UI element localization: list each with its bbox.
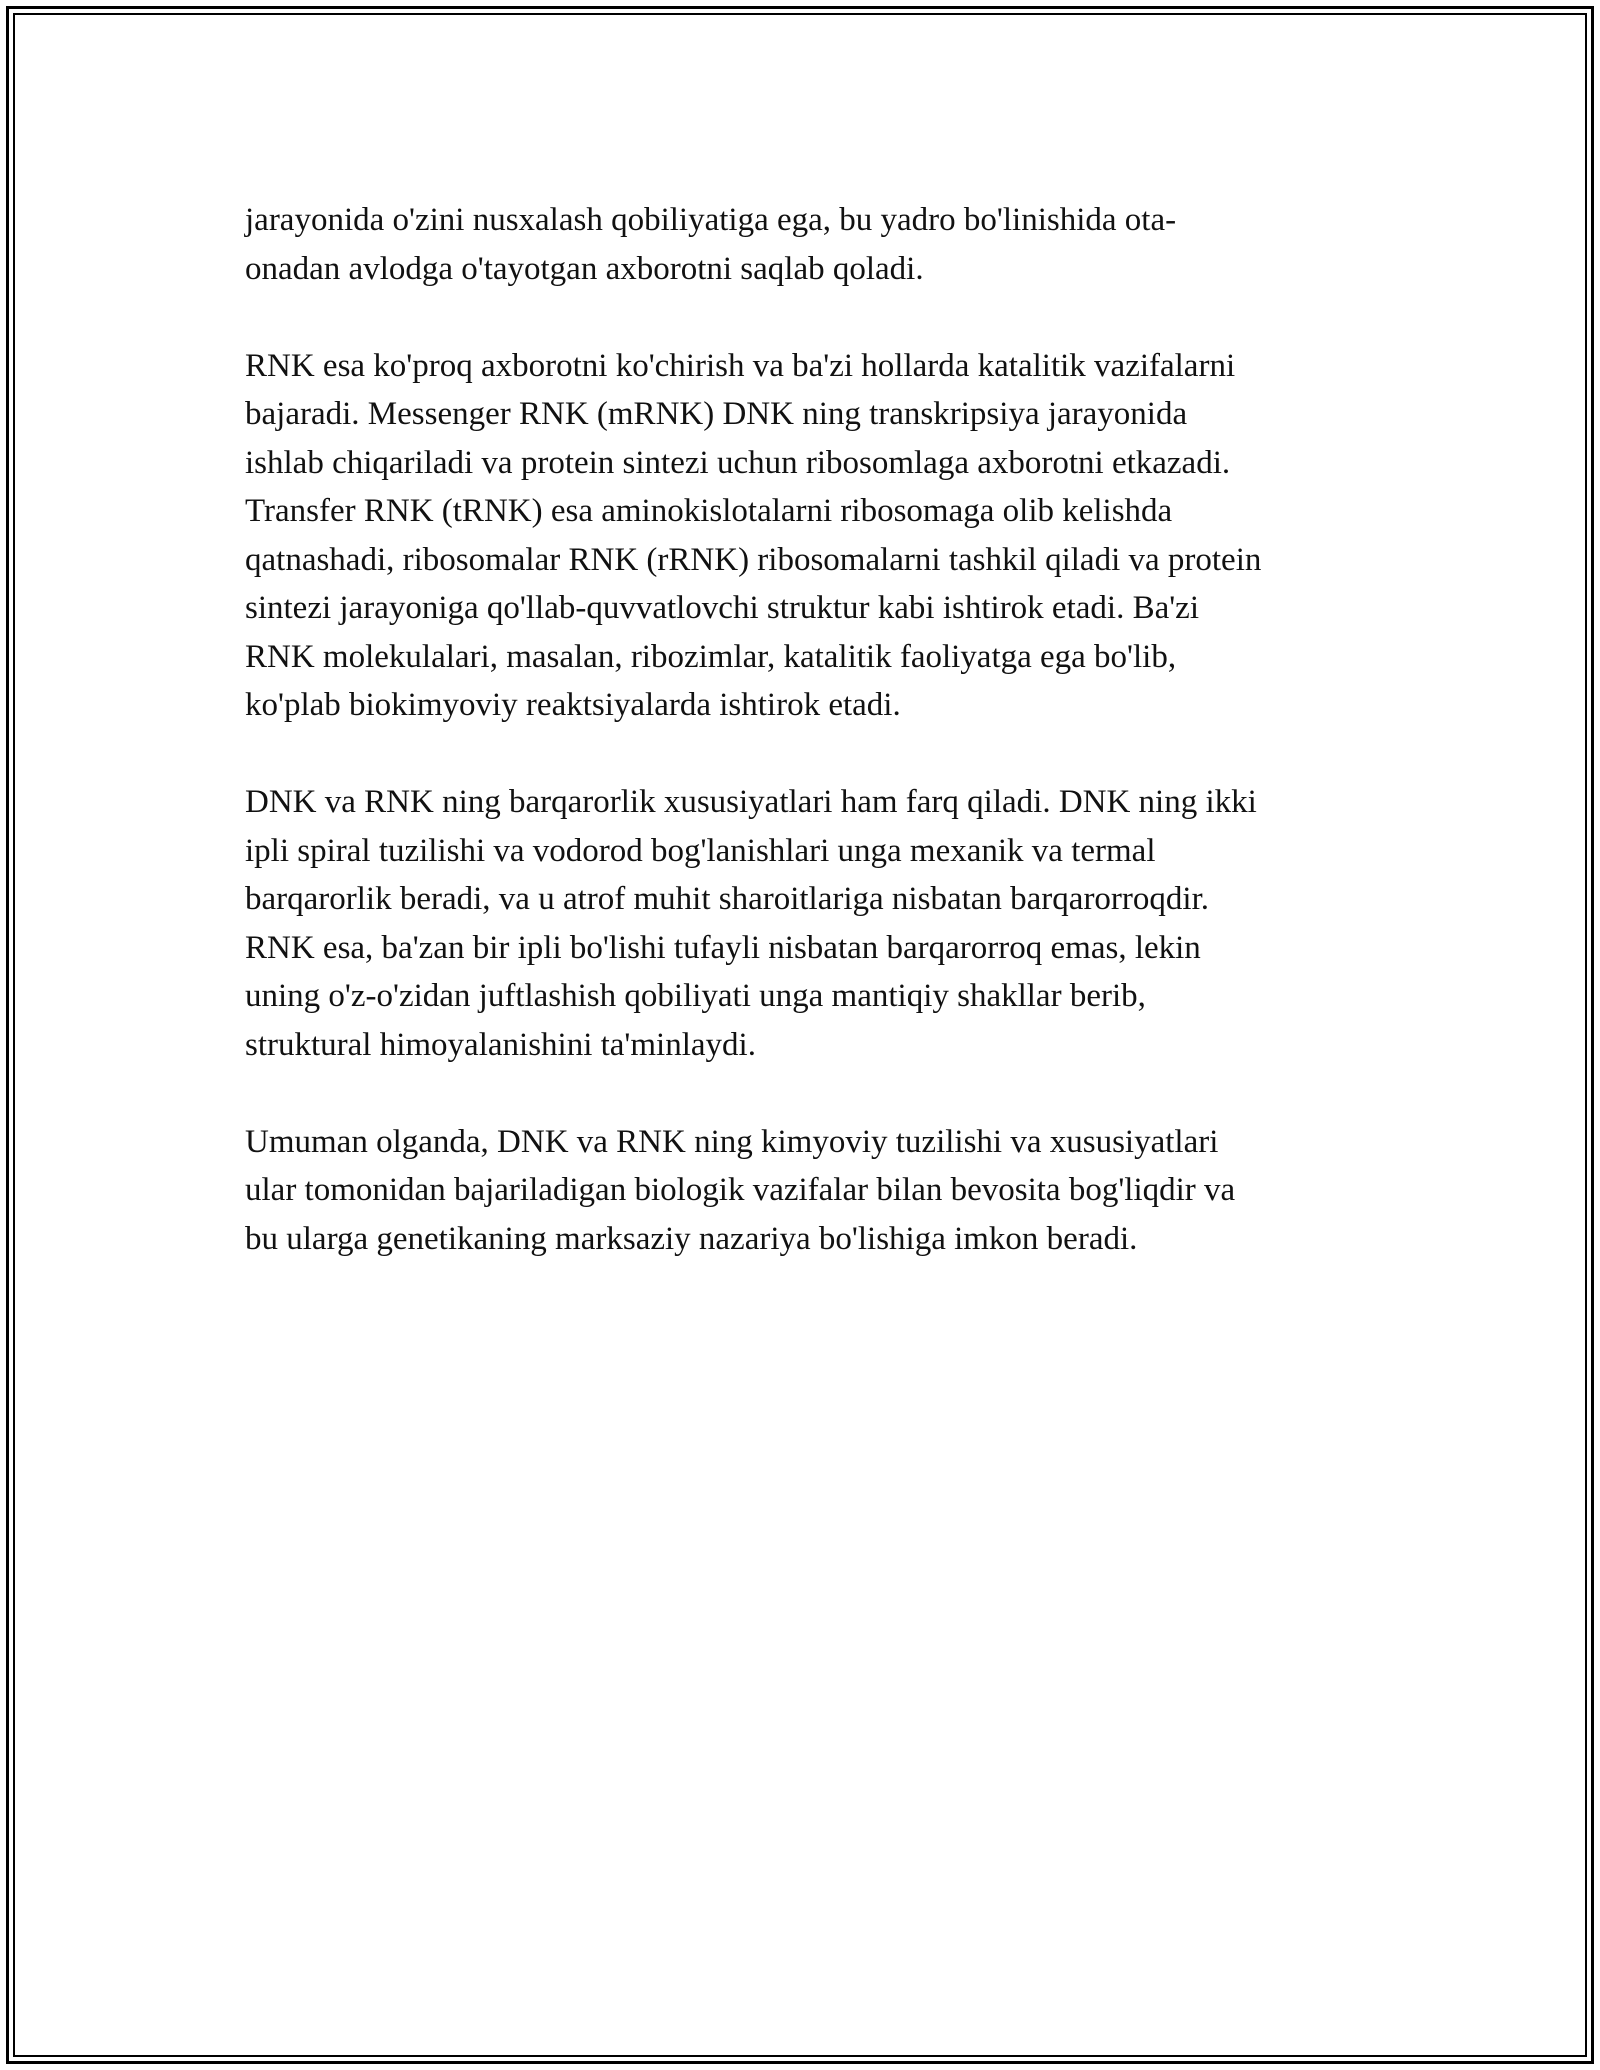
- text-line: Transfer RNK (tRNK) esa aminokislotalarni ribosomaga olib kelishda: [245, 493, 1173, 529]
- page-frame: [6, 6, 1594, 2064]
- text-line: DNK va RNK ning barqarorlik xususiyatlari ham farq qiladi. DNK ning ikki: [245, 784, 1257, 820]
- document-body: [245, 196, 1385, 1312]
- text-line: Umuman olganda, DNK va RNK ning kimyoviy tuzilishi va xususiyatlari: [245, 1123, 1219, 1160]
- paragraph-4: [245, 1118, 1385, 1264]
- paragraph-1: [245, 196, 1385, 293]
- text-line: ipli spiral tuzilishi va vodorod bog'lanishlari unga mexanik va termal: [245, 832, 1156, 869]
- text-line: uning o'z-o'zidan juftlashish qobiliyati unga mantiqiy shakllar berib,: [245, 978, 1146, 1014]
- text-line: jarayonida o'zini nusxalash qobiliyatiga ega, bu yadro bo'linishida ota-: [245, 202, 1177, 238]
- text-line: onadan avlodga o'tayotgan axborotni saqlab qoladi.: [245, 250, 924, 287]
- text-line: bajaradi. Messenger RNK (mRNK) DNK ning transkripsiya jarayonida: [245, 396, 1188, 432]
- text-line: RNK molekulalari, masalan, ribozimlar, katalitik faoliyatga ega bo'lib,: [245, 638, 1177, 675]
- text-line: ular tomonidan bajariladigan biologik vazifalar bilan bevosita bog'liqdir va: [245, 1172, 1236, 1208]
- text-line: RNK esa ko'proq axborotni ko'chirish va ba'zi hollarda katalitik vazifalarni: [245, 347, 1236, 384]
- paragraph-3: [245, 778, 1385, 1069]
- text-line: ko'plab biokimyoviy reaktsiyalarda ishtirok etadi.: [245, 687, 901, 723]
- text-line: qatnashadi, ribosomalar RNK (rRNK) ribosomalarni tashkil qiladi va protein: [245, 541, 1262, 578]
- text-line: ishlab chiqariladi va protein sintezi uchun ribosomlaga axborotni etkazadi.: [245, 444, 1231, 481]
- text-line: struktural himoyalanishini ta'minlaydi.: [245, 1026, 756, 1063]
- text-line: bu ularga genetikaning marksaziy nazariya bo'lishiga imkon beradi.: [245, 1220, 1138, 1257]
- paragraph-2: [245, 342, 1385, 730]
- text-line: barqarorlik beradi, va u atrof muhit sharoitlariga nisbatan barqarorroqdir.: [245, 881, 1209, 917]
- text-line: sintezi jarayoniga qo'llab-quvvatlovchi struktur kabi ishtirok etadi. Ba'zi: [245, 590, 1199, 626]
- text-line: RNK esa, ba'zan bir ipli bo'lishi tufayli nisbatan barqarorroq emas, lekin: [245, 929, 1201, 966]
